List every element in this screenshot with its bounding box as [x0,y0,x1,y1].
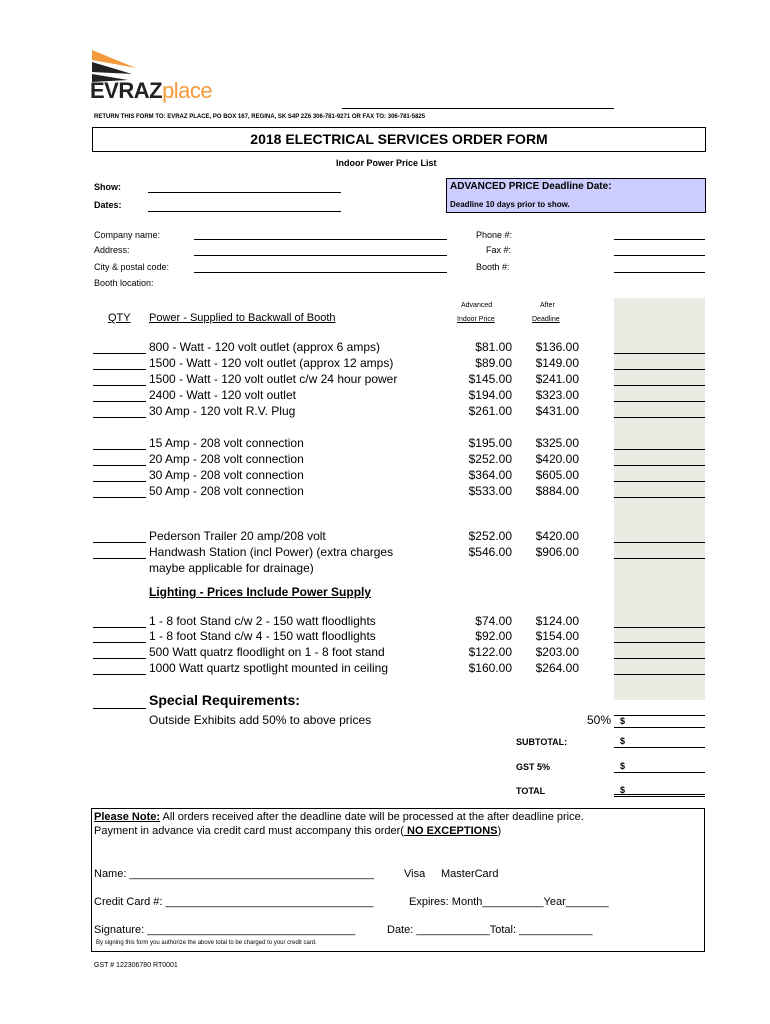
line-total-field[interactable] [614,342,705,354]
return-line: RETURN THIS FORM TO: EVRAZ PLACE, PO BOX 167, REGINA, SK S4P 2Z6 306-781-9271 OR FAX TO: 306-781-5825 [94,114,426,120]
booth-location-label: Booth location: [94,278,154,288]
company-name-label: Company name: [94,230,161,240]
col-after-2: Deadline [532,316,560,323]
date-total-field[interactable]: Date: ____________Total: ____________ [387,924,593,936]
item-desc: Handwash Station (incl Power) (extra charges [149,545,394,559]
item-adv-price: $364.00 [468,468,512,482]
line-total-field[interactable] [614,531,705,543]
special-req-qty-field[interactable] [93,697,146,709]
mastercard-option[interactable]: MasterCard [441,868,499,880]
fax-field[interactable] [614,244,705,256]
deadline-note-text [94,811,584,823]
line-total-field[interactable] [614,454,705,466]
qty-field[interactable] [93,647,146,659]
header-line [342,108,614,109]
qty-field[interactable] [93,390,146,402]
line-total-field[interactable] [614,616,705,628]
item-desc: 30 Amp - 208 volt connection [149,468,304,482]
item-after-price: $124.00 [535,614,579,628]
lighting-header: Lighting - Prices Include Power Supply [149,585,372,599]
item-after-price: $203.00 [535,645,579,659]
item-adv-price: $122.00 [468,645,512,659]
phone-field[interactable] [614,228,705,240]
qty-field[interactable] [93,663,146,675]
surcharge-percent: 50% [587,713,612,727]
qty-field[interactable] [93,547,146,559]
item-after-price: $264.00 [535,661,579,675]
city-postal-field[interactable] [194,261,447,273]
line-total-field[interactable] [614,374,705,386]
dates-field[interactable] [148,198,341,212]
line-total-field[interactable] [614,358,705,370]
qty-field[interactable] [93,406,146,418]
item-adv-price: $252.00 [468,529,512,543]
qty-field[interactable] [93,631,146,643]
item-desc: Pederson Trailer 20 amp/208 volt [149,529,326,543]
item-adv-price: $89.00 [475,356,512,370]
show-label: Show: [94,182,121,192]
line-total-field[interactable] [614,631,705,643]
qty-field[interactable] [93,470,146,482]
item-adv-price: $92.00 [475,629,512,643]
item-adv-price: $252.00 [468,452,512,466]
item-desc: 1500 - Watt - 120 volt outlet c/w 24 hour power [149,372,398,386]
deadline-note: Deadline 10 days prior to show. [450,200,570,209]
qty-field[interactable] [93,486,146,498]
item-adv-price: $74.00 [475,614,512,628]
logo-brand-bold: EVRAZ [90,78,163,103]
line-total-field[interactable] [614,470,705,482]
total-label: TOTAL [516,786,546,796]
item-adv-price: $160.00 [468,661,512,675]
fax-label: Fax #: [486,245,512,255]
item-adv-price: $533.00 [468,484,512,498]
subtotal-field[interactable] [614,735,705,748]
signature-field[interactable]: Signature: __________________________________ [94,924,356,936]
name-field[interactable]: Name: ________________________________________ [94,868,375,880]
handwash-note: maybe applicable for drainage) [149,561,314,575]
no-exceptions: NO EXCEPTIONS [403,825,498,837]
item-after-price: $323.00 [535,388,579,402]
qty-field[interactable] [93,616,146,628]
deadline-box [446,178,706,213]
logo-brand-light: place [162,78,213,103]
qty-field[interactable] [93,358,146,370]
line-total-field[interactable] [614,438,705,450]
qty-field[interactable] [93,374,146,386]
item-desc: 1000 Watt quartz spotlight mounted in ceiling [149,661,389,675]
credit-card-field[interactable]: Credit Card #: __________________________________ [94,896,374,908]
surcharge-field[interactable] [614,715,705,728]
payment-text: Payment in advance via credit card must accompany this order( [94,825,404,837]
expires-field[interactable]: Expires: Month__________Year_______ [409,896,609,908]
item-desc: 500 Watt quatrz floodlight on 1 - 8 foot stand [149,645,385,659]
evraz-logo [90,78,212,104]
show-field[interactable] [148,180,341,193]
company-name-field[interactable] [194,228,447,240]
dates-label: Dates: [94,200,122,210]
item-after-price: $149.00 [535,356,579,370]
gst-field[interactable] [614,760,705,773]
surcharge-dollar: $ [620,716,626,726]
item-desc: 800 - Watt - 120 volt outlet (approx 6 amps) [149,340,380,354]
item-after-price: $420.00 [535,529,579,543]
item-desc: 50 Amp - 208 volt connection [149,484,304,498]
please-note-label: Please Note: [94,811,161,823]
item-desc: 30 Amp - 120 volt R.V. Plug [149,404,296,418]
gst-number: GST # 122306780 RT0001 [94,962,178,969]
payment-note [94,825,501,837]
qty-field[interactable] [93,531,146,543]
subtitle: Indoor Power Price List [336,158,437,168]
special-requirements: Special Requirements: [149,692,300,708]
item-after-price: $154.00 [535,629,579,643]
qty-field[interactable] [93,342,146,354]
item-desc: 20 Amp - 208 volt connection [149,452,304,466]
address-field[interactable] [194,244,447,256]
item-adv-price: $145.00 [468,372,512,386]
item-after-price: $431.00 [535,404,579,418]
item-after-price: $241.00 [535,372,579,386]
item-after-price: $136.00 [535,340,579,354]
phone-label: Phone #: [476,230,513,240]
col-after-1: After [540,302,555,309]
outside-exhibits: Outside Exhibits add 50% to above prices [149,713,372,727]
total-dollar: $ [620,785,626,795]
gst-dollar: $ [620,761,626,771]
item-desc: 15 Amp - 208 volt connection [149,436,304,450]
line-total-field[interactable] [614,390,705,402]
item-desc: 1500 - Watt - 120 volt outlet (approx 12 amps) [149,356,394,370]
visa-option[interactable]: Visa [404,868,426,880]
subtotal-dollar: $ [620,736,626,746]
address-label: Address: [94,245,130,255]
item-adv-price: $195.00 [468,436,512,450]
item-desc: 2400 - Watt - 120 volt outlet [149,388,296,402]
item-adv-price: $546.00 [468,545,512,559]
item-after-price: $325.00 [535,436,579,450]
booth-number-field[interactable] [614,261,705,273]
item-desc: 1 - 8 foot Stand c/w 2 - 150 watt floodlights [149,614,376,628]
authorization-text: By signing this form you authorize the above total to be charged to your credit card. [96,940,317,946]
col-advanced-2: Indoor Price [457,316,495,323]
line-total-field[interactable] [614,663,705,675]
page-title: 2018 ELECTRICAL SERVICES ORDER FORM [250,131,548,147]
qty-field[interactable] [93,438,146,450]
subtotal-label: SUBTOTAL: [516,737,568,747]
item-adv-price: $194.00 [468,388,512,402]
item-after-price: $420.00 [535,452,579,466]
payment-close-paren: ) [497,825,502,837]
line-total-field[interactable] [614,647,705,659]
line-total-field[interactable] [614,406,705,418]
qty-field[interactable] [93,454,146,466]
item-after-price: $884.00 [535,484,579,498]
please-note-text: All orders received after the deadline date will be processed at the after deadline price. [160,811,584,823]
booth-number-label: Booth #: [476,262,510,272]
title-box [92,127,706,152]
item-desc: 1 - 8 foot Stand c/w 4 - 150 watt floodlights [149,629,376,643]
item-adv-price: $261.00 [468,404,512,418]
power-header: Power - Supplied to Backwall of Booth [149,312,336,324]
item-after-price: $906.00 [535,545,579,559]
col-advanced-1: Advanced [461,302,493,309]
item-adv-price: $81.00 [475,340,512,354]
item-after-price: $605.00 [535,468,579,482]
qty-header: QTY [108,312,131,324]
line-total-field[interactable] [614,486,705,498]
city-postal-label: City & postal code: [94,262,170,272]
gst-label: GST 5% [516,762,551,772]
total-field[interactable] [614,784,705,797]
advanced-deadline: ADVANCED PRICE Deadline Date: [450,181,612,192]
line-total-field[interactable] [614,547,705,559]
